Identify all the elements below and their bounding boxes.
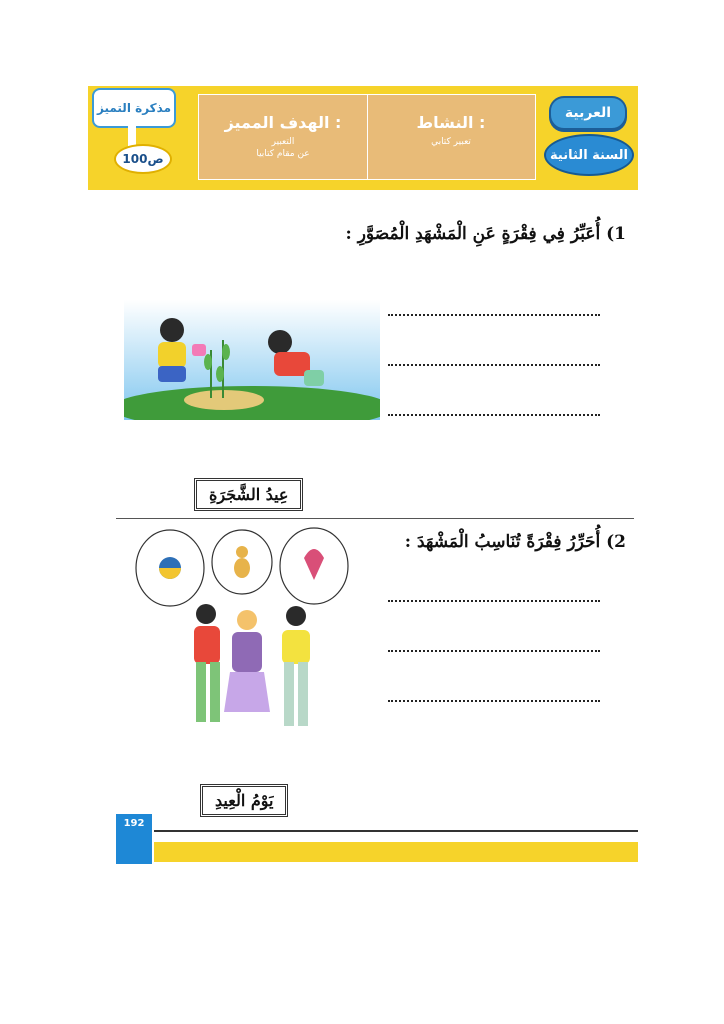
- worksheet-page: [88, 86, 638, 864]
- year-badge: السنة الثانية: [544, 134, 634, 176]
- goal-value-line1: التعبير: [271, 137, 295, 147]
- header-band: [88, 86, 638, 190]
- goal-value-line2: عن مقام كتابيا: [256, 149, 310, 159]
- caption-tree-day: عِيدُ الشَّجَرَةِ: [194, 478, 303, 511]
- section-divider: [116, 518, 634, 519]
- badge-stem: [128, 126, 136, 146]
- answer-line-5[interactable]: [388, 650, 600, 652]
- answer-line-2[interactable]: [388, 364, 600, 366]
- page-number: 192: [116, 814, 152, 864]
- activity-box: [366, 94, 536, 180]
- caption-eid-day: يَوْمُ الْعِيدِ: [200, 784, 288, 817]
- goal-box: [198, 94, 368, 180]
- note-title-badge: مذكرة التميز: [92, 88, 176, 128]
- answer-line-4[interactable]: [388, 600, 600, 602]
- exercise2-title: 2) أُحَرِّرُ فِقْرَةً تُنَاسِبُ الْمَشْهَدَ :: [404, 532, 626, 552]
- exercise1-title: 1) أُعَبِّرُ فِي فِقْرَةٍ عَنِ الْمَشْهَدِ الْمُصَوَّرِ :: [345, 224, 626, 244]
- activity-value: تعبير كتابي: [431, 137, 471, 147]
- answer-line-6[interactable]: [388, 700, 600, 702]
- footer-rule: [154, 830, 638, 832]
- goal-label: الهدف المميز :: [224, 113, 342, 132]
- activity-label: النشاط :: [416, 113, 486, 132]
- page-reference: ص100: [114, 144, 172, 174]
- answer-line-3[interactable]: [388, 414, 600, 416]
- eid-day-illustration: [134, 526, 350, 758]
- tree-planting-illustration: [124, 300, 380, 420]
- footer-band: [154, 842, 638, 862]
- subject-badge: العربية: [549, 96, 627, 130]
- answer-line-1[interactable]: [388, 314, 600, 316]
